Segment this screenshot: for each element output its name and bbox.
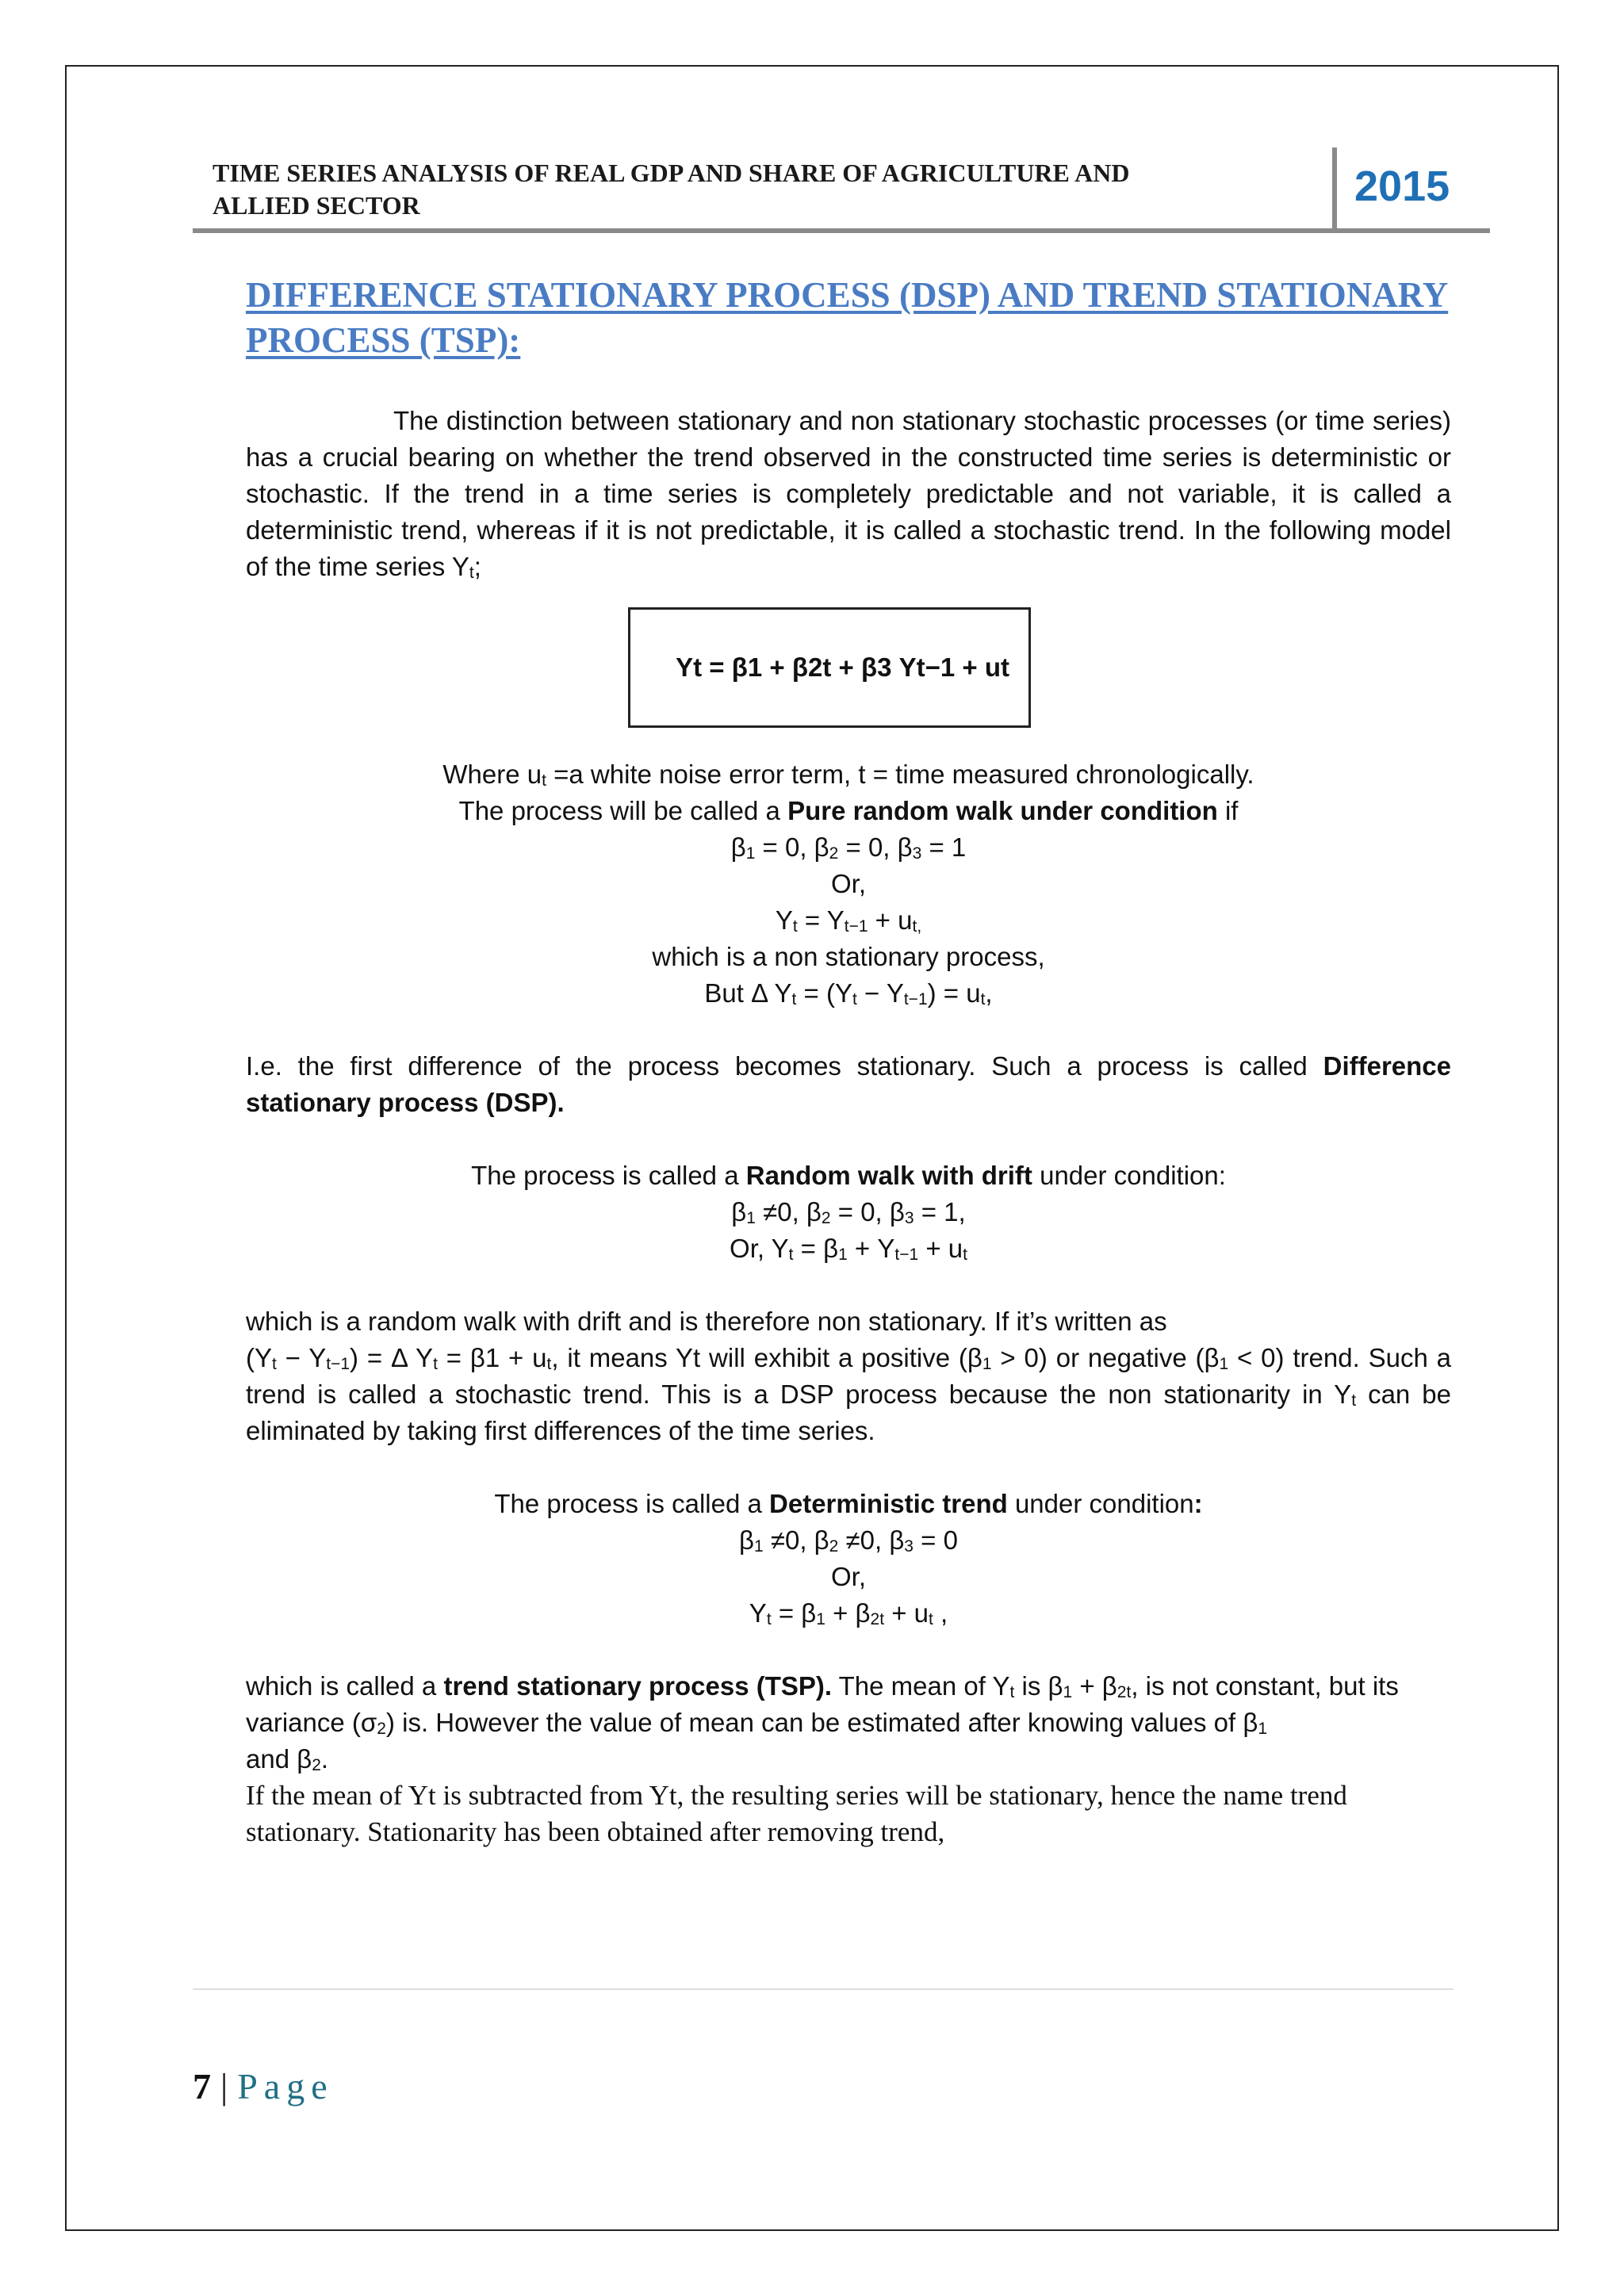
- header-divider: [1332, 147, 1337, 232]
- intro-paragraph: The distinction between stationary and non stationary stochastic processes (or time series) has a crucial bearing on whether the trend observed in the constructed time series is deterministic or stochastic. If the trend in a time series is completely predictable and not variable, it is called a deterministic trend, whereas if it is not predictable, it is called a stochastic trend. In the following model of the time series $Y_t$;: [246, 406, 1451, 582]
- deterministic-trend-condition: $\beta_1 \ne 0$, $\beta_2 \ne 0$, $\beta_3 = 0$: [739, 1525, 958, 1556]
- random-walk-drift-line: The process is called a Random walk with drift under condition:: [471, 1161, 1226, 1190]
- body-text: [246, 403, 1451, 1850]
- final-paragraph: If the mean of Yt is subtracted from Yt, the resulting series will be stationary, hence the name trend stationary. Stationarity has been obtained after removing trend,: [246, 1780, 1347, 1847]
- random-walk-drift-equation: Or, $Y_t = \beta_1 + Y_{t-1} + u_t$: [730, 1234, 967, 1264]
- dsp-paragraph: I.e. the first difference of the process becomes stationary. Such a process is called Difference stationary process (DSP).: [246, 1051, 1451, 1117]
- pure-random-walk-equation: $Y_t = Y_{t-1} + u_{t,}$: [775, 905, 922, 936]
- pure-random-walk-line: The process will be called a Pure random walk under condition if: [458, 796, 1239, 825]
- spacer: [246, 1267, 1451, 1303]
- spacer: [246, 1449, 1451, 1486]
- page-separator: |: [220, 2066, 228, 2107]
- spacer: [246, 1121, 1451, 1158]
- deterministic-trend-line: The process is called a Deterministic trend under condition:: [494, 1489, 1203, 1518]
- header-title-line-2: ALLIED SECTOR: [213, 191, 420, 220]
- page-footer: [193, 2063, 334, 2110]
- non-stationary-line: which is a non stationary process,: [652, 942, 1045, 971]
- pure-random-walk-condition: $\beta_1 = 0$, $\beta_2 = 0$, $\beta_3 = 1$: [730, 832, 967, 863]
- random-walk-drift-condition: $\beta_1 \ne 0$, $\beta_2 = 0$, $\beta_3 = 1$,: [731, 1197, 966, 1227]
- or-line: Or,: [830, 869, 866, 898]
- or-line: Or,: [830, 1562, 866, 1591]
- spacer: [246, 1632, 1451, 1668]
- first-difference-equation: But Δ $Y_t = (Y_t - Y_{t-1}) = u_t$,: [704, 978, 993, 1008]
- header-rule: [193, 228, 1490, 233]
- footer-rule: [193, 1988, 1454, 1990]
- page-number: 7: [193, 2066, 211, 2107]
- section-heading: DIFFERENCE STATIONARY PROCESS (DSP) AND TREND STATIONARY PROCESS (TSP):: [246, 275, 1449, 360]
- drift-paragraph: $(Y_t - Y_{t-1}) = \Delta$ $Y_t = \beta 1 + u_t$, it means Yt will exhibit a positive $(\beta_1 > 0)$ or negative $(\beta_1 < 0)$ trend. Such a trend is called a stochastic trend. This is a DSP process because the non stationarity in $Y_t$ can be eliminated by taking first differences of the time series.: [246, 1343, 1452, 1445]
- header-year: 2015: [1354, 163, 1450, 210]
- spacer: [246, 1012, 1451, 1048]
- where-line: Where $u_t =a$ white noise error term, t = time measured chronologically.: [442, 760, 1254, 790]
- model-formula-box: Yt = β1 + β2t + β3 Yt−1 + ut: [628, 607, 1031, 728]
- drift-paragraph-line-1: which is a random walk with drift and is therefore non stationary. If it’s written as: [246, 1307, 1167, 1336]
- page-label: Page: [237, 2066, 334, 2107]
- deterministic-trend-equation: $Y_t = \beta_1 + \beta_{2t} + u_t$ ,: [749, 1598, 948, 1628]
- running-header-title: [213, 157, 1307, 222]
- formula-container: [246, 585, 1451, 756]
- tsp-paragraph: which is called a trend stationary process (TSP). The mean of $Y_t$ is $\beta_1 + \beta_{2t}$, is not constant, but its variance $(\sigma_2)$ is. However the value of mean can be estimated after knowing values of $\beta_1$ and $\beta_2$.: [246, 1671, 1399, 1774]
- header-title-line-1: TIME SERIES ANALYSIS OF REAL GDP AND SHARE OF AGRICULTURE AND: [213, 159, 1130, 187]
